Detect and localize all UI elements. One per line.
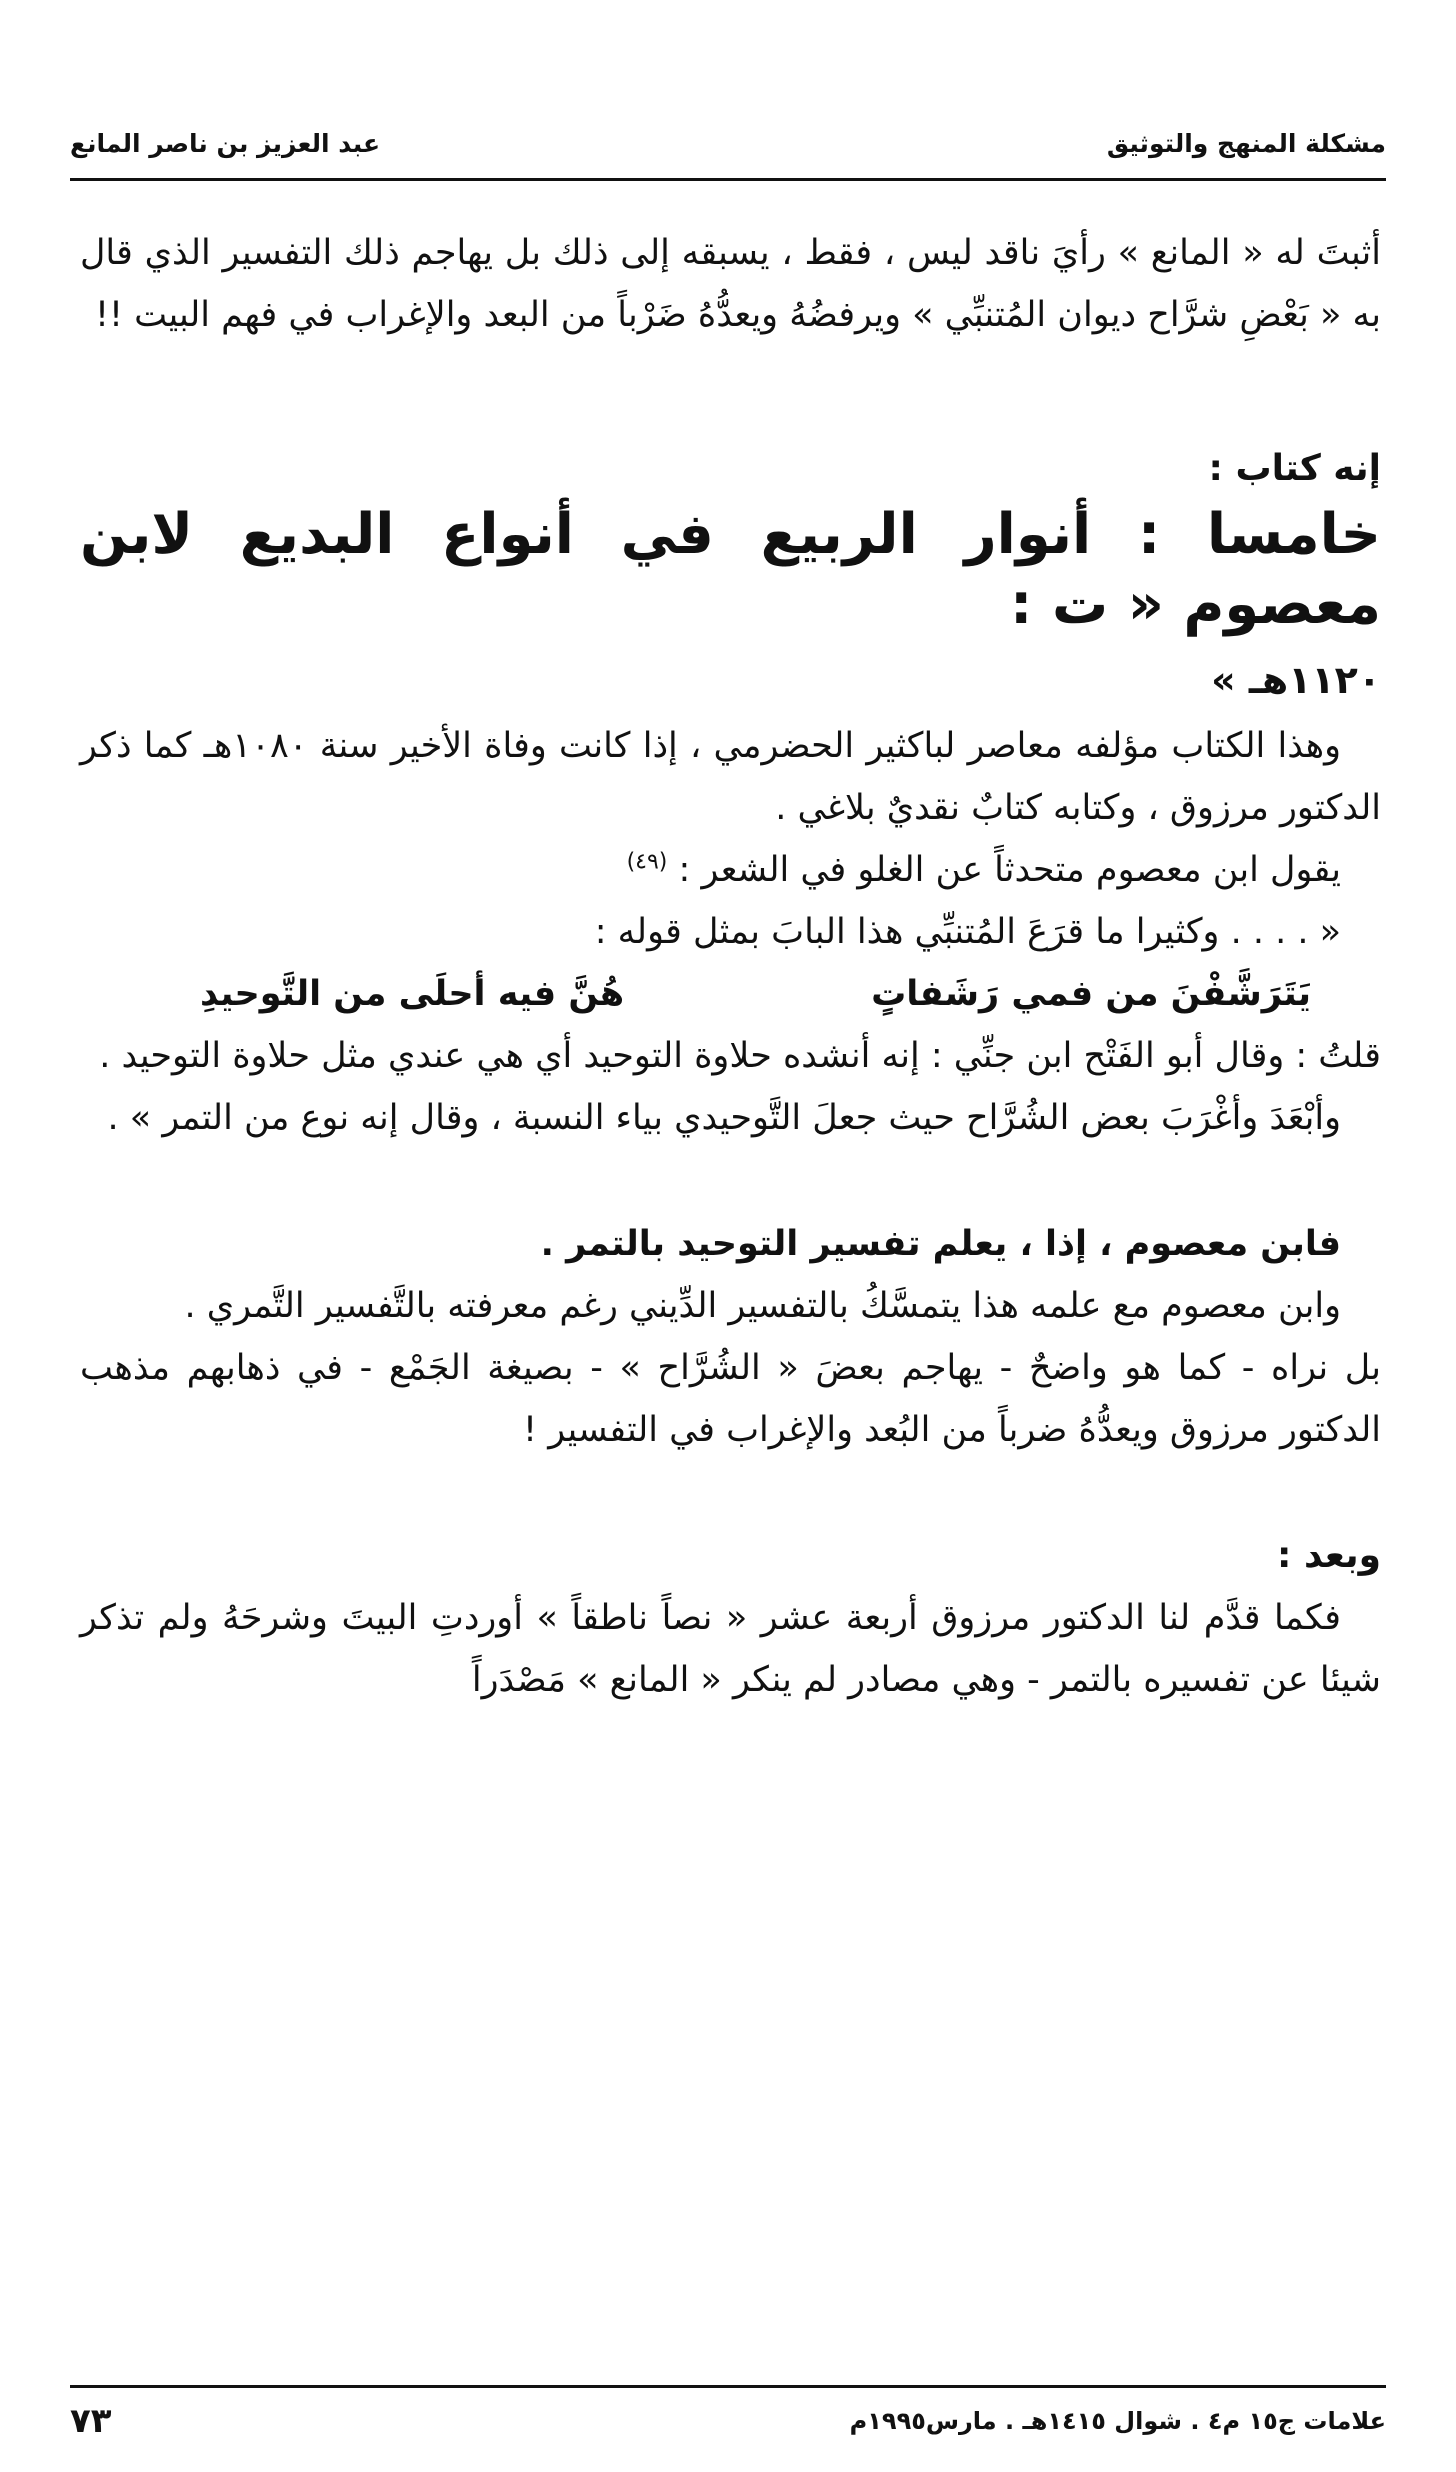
running-header <box>70 118 1386 168</box>
paragraph-7: فابن معصوم ، إذا ، يعلم تفسير التوحيد بالتمر . <box>540 1224 1341 1264</box>
verse-second-hemistich: هُنَّ فيه أحلَى من التَّوحيدِ <box>200 974 625 1014</box>
footer-rule <box>70 2385 1386 2388</box>
paragraph-6: وأبْعَدَ وأغْرَبَ بعض الشُرَّاح حيث جعلَ التَّوحيدي بياء النسبة ، وقال إنه نوع من التمر » . <box>107 1098 1341 1138</box>
main-text <box>80 222 1381 1711</box>
running-footer <box>70 2396 1386 2446</box>
page-number: ٧٣ <box>70 2401 112 2441</box>
spacer <box>80 1149 1381 1213</box>
poetry-verse <box>80 963 1381 1025</box>
verse-first-hemistich: يَتَرَشَّفْنَ من فمي رَشَفاتٍ <box>871 974 1311 1014</box>
footnote-reference: (٤٩) <box>626 849 668 875</box>
header-author: عبد العزيز بن ناصر المانع <box>70 128 381 158</box>
heading-main: خامسا : أنوار الربيع في أنواع البديع لابن معصوم « ت : <box>80 502 1381 637</box>
spacer <box>80 1461 1381 1525</box>
paragraph-9: بل نراه - كما هو واضحٌ - يهاجم بعضَ « الشُرَّاح » - بصيغة الجَمْع - في ذهابهم مذهب الدكتور مرزوق ويعدُّهُ ضرباً من البُعد والإغراب في التفسير ! <box>80 1348 1381 1450</box>
paragraph-2: وهذا الكتاب مؤلفه معاصر لباكثير الحضرمي ، إذا كانت وفاة الأخير سنة ١٠٨٠هـ كما ذكر الدكتور مرزوق ، وكتابه كتابٌ نقديٌ بلاغي . <box>80 726 1381 828</box>
section-label: إنه كتاب : <box>1208 448 1381 489</box>
spacer <box>80 346 1381 438</box>
header-rule <box>70 178 1386 181</box>
paragraph-8: وابن معصوم مع علمه هذا يتمسَّكُ بالتفسير الدِّيني رغم معرفته بالتَّفسير التَّمري . <box>184 1286 1341 1326</box>
section-heading <box>80 500 1381 715</box>
paragraph-1: أثبتَ له « المانع » رأيَ ناقد ليس ، فقط ، يسبقه إلى ذلك بل يهاجم ذلك التفسير الذي قال به « بَعْضِ شرَّاح ديوان المُتنبِّي » ويرفضُهُ ويعدُّهُ ضَرْباً من البعد والإغراب في فهم البيت !! <box>80 233 1381 335</box>
heading-tail: ١١٢٠هـ » <box>1211 658 1381 702</box>
header-title: مشكلة المنهج والتوثيق <box>1106 128 1386 158</box>
paragraph-4: « . . . . وكثيرا ما قرَعَ المُتنبِّي هذا البابَ بمثل قوله : <box>594 912 1341 952</box>
paragraph-3-text: يقول ابن معصوم متحدثاً عن الغلو في الشعر : <box>678 850 1341 890</box>
journal-issue: علامات ج١٥ م٤ . شوال ١٤١٥هـ . مارس١٩٩٥م <box>849 2407 1386 2435</box>
paragraph-10: فكما قدَّم لنا الدكتور مرزوق أربعة عشر « نصاً ناطقاً » أوردتِ البيتَ وشرحَهُ ولم تذكر شيئا عن تفسيره بالتمر - وهي مصادر لم ينكر « المانع » مَصْدَراً <box>80 1598 1381 1700</box>
paragraph-3 <box>80 839 1381 901</box>
section-label-2: وبعد : <box>1277 1535 1381 1576</box>
paragraph-5: قلتُ : وقال أبو الفَتْح ابن جنِّي : إنه أنشده حلاوة التوحيد أي هي عندي مثل حلاوة التوحيد . <box>99 1036 1381 1076</box>
